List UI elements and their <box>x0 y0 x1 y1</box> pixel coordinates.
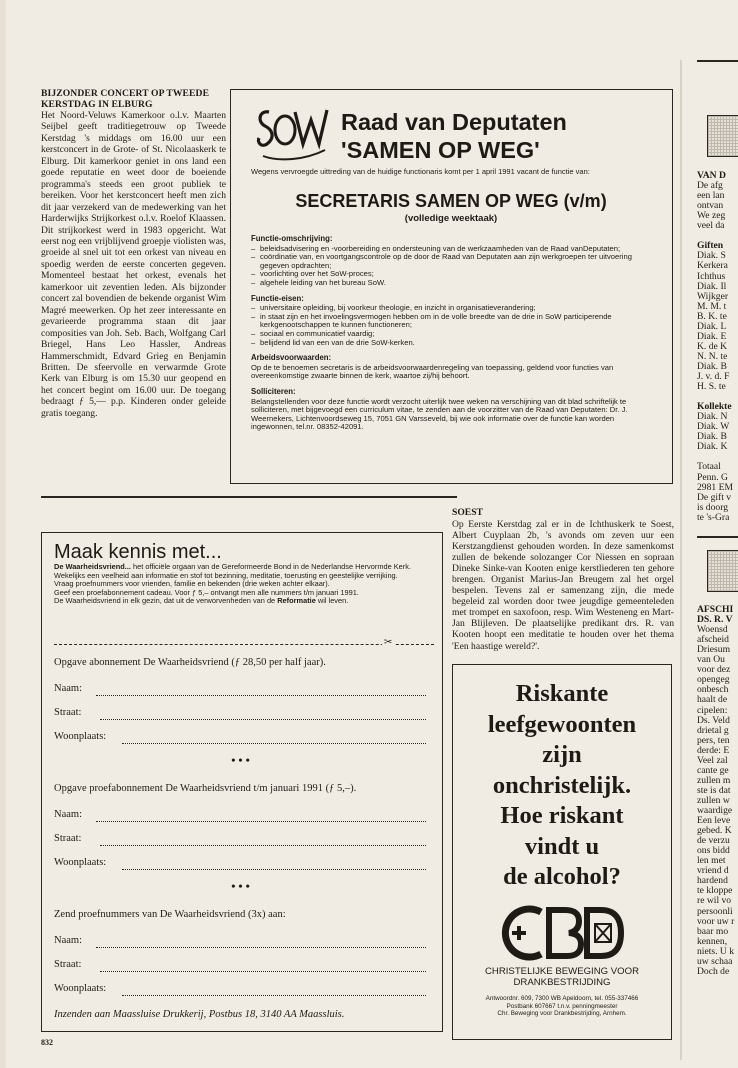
column-line: voor uw r <box>697 915 735 927</box>
column-line: te 's-Gra <box>697 511 730 523</box>
column-line: derde: E <box>697 744 730 756</box>
column-line: zullen w <box>697 794 730 806</box>
coupon-line: De Waarheidsvriend in elk gezin, dat uit de verworvenheden van de <box>54 596 278 606</box>
column-line: van Ou <box>697 654 725 666</box>
adjacent-page-column <box>697 0 738 1068</box>
form1-woonplaats-field[interactable] <box>122 743 426 744</box>
column-line: Kerkera <box>697 260 728 272</box>
voorwaarden-text: Op de te benoemen secretaris is de arbeidsvoorwaardenregeling van toepassing, geldend voor functies van overeenkomstige zwaarte binnen de kerk, waartoe zij/hij behoort. <box>251 362 614 381</box>
cbd-ad <box>452 664 672 1040</box>
form2-straat-field[interactable] <box>100 845 426 846</box>
list-item: – beleidsadvisering en -voorbereiding en ondersteuning van de werkzaamheden van de Raad vanDeputaten; <box>251 245 656 254</box>
column-line: Diak. L <box>697 320 727 332</box>
eisen-heading: Functie-eisen: <box>251 293 304 303</box>
column-line: Kollekte <box>697 401 732 413</box>
raad-intro: Wegens vervroegde uittreding van de huidige functionaris komt per 1 april 1991 vacant de functie van: <box>251 167 590 176</box>
column-line: 2981 EM <box>697 481 733 493</box>
column-line: opengeg <box>697 674 730 686</box>
photo-placeholder <box>707 550 738 592</box>
column-line: Penn. G <box>697 471 728 483</box>
column-line: haalt de <box>697 694 728 706</box>
column-line: Driesum <box>697 644 731 656</box>
column-line: cante ge <box>697 764 729 776</box>
column-line: DS. R. V <box>697 614 733 626</box>
column-line: De gift v <box>697 491 732 503</box>
column-line: waardige <box>697 805 733 816</box>
column-line: Diak. K <box>697 441 728 453</box>
column-line: Een leve <box>697 815 731 827</box>
address-line: Chr. Beweging voor Drankbestrijding, Arnhem. <box>497 1010 627 1018</box>
column-line: zullen m <box>697 774 731 786</box>
article-body: Het Noord-Veluws Kamerkoor o.l.v. Maarten Seijbel geeft traditiegetrouw op Tweede Kerstdag 's middags om 16.00 uur een kerstconcert in de Grote- of St. Nicolaaskerk te Elburg. Dit kamerkoor geniet in ons land een goede reputatie en weet door de boeiende programma's steeds een groot publiek te bereiken. Voor het kerstconcert heeft men zich dit jaar verzekerd van de medewerking van het Harderwijks Strijkorkest o.l.v. Roelof Klaassen. Dit strijkorkest werd in 1983 opgericht. Wat eerst nog een vrijblijvend groepje violisten was, groeide al snel uit tot een orkest van niveau en spoedig werden de eerste concerten gegeven. Momenteel bestaat het orkest, evenals het kamerkoor uit zeventien leden. Als bijzonder concert zal bovendien de bekende organist Wim Magré meewerken. Op het zeer interessante en gevarieerde programma staan dit jaar composities van Joh. Seb. Bach, Wolfgang Carl Briegel, Hans Leo Hassler, Andreas Hammerschmidt, Edvard Grieg en Benjamin Britten. De sfeervolle en verwarmde Grote Kerk van Elburg is om 15.30 uur geopend en het concert begint om 16.00 uur. De toegang bedraagt ƒ 5,— p.p. Kinderen onder geleide gratis toegang. <box>41 110 226 419</box>
column-line: VAN D <box>697 170 726 181</box>
form1-naam-field[interactable] <box>96 695 426 696</box>
column-line: B. K. te <box>697 310 727 322</box>
column-line: Ichthus <box>697 270 726 282</box>
form1-woonplaats-label: Woonplaats: <box>54 731 107 742</box>
list-item: – coördinatie van, en voortgangscontrole op de door de Raad van Deputaten aan zijn werkgroepen ter uitvoering gegeven opdrachten; <box>251 253 656 270</box>
column-line: M. M. t <box>697 300 727 312</box>
column-line: Woensd <box>697 624 728 636</box>
column-line: Totaal <box>697 461 721 473</box>
column-line: kennen, <box>697 935 728 947</box>
column-line: Ds. Veld <box>697 714 730 726</box>
column-line: Wijkger <box>697 290 729 302</box>
cbd-logo-icon <box>497 904 627 962</box>
omschrijving-list <box>251 245 656 288</box>
column-line: een lan <box>697 190 725 202</box>
form3-straat-label: Straat: <box>54 959 82 970</box>
form3-woonplaats-field[interactable] <box>122 995 426 996</box>
solliciteren-text: Belangstellenden voor deze functie wordt verzocht uiterlijk twee weken na verschijning van dit blad schriftelijk te solliciteren, met bijgevoegd een curriculum vitae, te zenden aan de voorzitter van de Raad van Deputaten: Dr. J. Weernekers, Lichtenvoordseweg 15, 7051 GN Varsseveld, bij wie ook informatie over de functie kan worden ingewonnen, tel.nr. 08352-42091. <box>251 396 628 432</box>
column-line: baar mo <box>697 925 729 937</box>
form2-woonplaats-field[interactable] <box>122 869 426 870</box>
column-line: voor dez <box>697 664 731 676</box>
waarheidsvriend-coupon <box>41 532 443 1032</box>
list-item: – universitaire opleiding, bij voorkeur theologie, en inzicht in organisatieverandering; <box>251 304 656 313</box>
form1-straat-label: Straat: <box>54 707 82 718</box>
solliciteren-heading: Solliciteren: <box>251 386 296 396</box>
omschrijving-heading: Functie-omschrijving: <box>251 234 333 243</box>
scissors-icon: ✂ <box>384 637 393 648</box>
coupon-title: Maak kennis met... <box>54 541 222 563</box>
column-rule <box>697 536 738 538</box>
column-line: De afg <box>697 180 723 192</box>
org-line: DRANKBESTRIJDING <box>513 976 611 988</box>
column-line: Veel zal <box>697 754 728 766</box>
address-line: Postbank 607667 t.n.v. penningmeester <box>506 1002 618 1010</box>
cut-line <box>54 644 434 645</box>
column-line: cipelen: <box>697 704 728 716</box>
coupon-brand: De Waarheidsvriend... <box>54 562 131 571</box>
form3-heading: Zend proefnummers van De Waarheidsvriend (3x) aan: <box>54 909 286 920</box>
form2-heading: Opgave proefabonnement De Waarheidsvriend t/m januari 1991 (ƒ 5,–). <box>54 783 357 794</box>
coupon-line: Vraag proefnummers voor vrienden, familie en bekenden (drie weken achter elkaar). <box>54 579 330 589</box>
column-line: K. de K <box>697 340 728 352</box>
headline-line: onchristelijk. <box>492 771 632 799</box>
column-line: te kloppe <box>697 885 733 897</box>
column-line: persoonli <box>697 905 733 917</box>
eisen-list <box>251 304 656 347</box>
column-line: is doorg <box>697 501 729 513</box>
address-line: Antwoordnr. 609, 7300 WB Apeldoorn, tel. 055-337466 <box>485 995 639 1002</box>
coupon-intro <box>54 563 436 606</box>
form1-heading: Opgave abonnement De Waarheidsvriend (ƒ 28,50 per half jaar). <box>54 657 326 668</box>
headline-line: vindt u <box>524 832 600 860</box>
form1-naam-label: Naam: <box>54 683 82 694</box>
cbd-address <box>453 995 671 1018</box>
form1-straat-field[interactable] <box>100 719 426 720</box>
column-line: re wil vo <box>697 895 732 907</box>
column-line: Diak. B <box>697 431 727 443</box>
column-rule <box>697 60 738 62</box>
column-line: pers, ten <box>697 734 730 746</box>
column-line: onbesch <box>697 684 729 696</box>
coupon-line: Geef een proefabonnement cadeau. Voor ƒ 5,– ontvangt men alle nummers t/m januari 1991. <box>54 587 359 597</box>
column-line: hardend <box>697 875 728 887</box>
form3-woonplaats-label: Woonplaats: <box>54 983 107 994</box>
column-line: ons bidd <box>697 845 730 857</box>
article-body: Op Eerste Kerstdag zal er in de Ichthuskerk te Soest, Albert Cuyplaan 2b, 's avonds om zeven uur een Kerstzangdienst gehouden worden. In deze samenkomst zullen de bekende solozanger Cor Niessen en sopraan Dineke Sinke-van Kooten enige kerstliederen ten gehore brengen. Organist Marius-Jan Breugem zal het orgel bespelen. Tevens zal er samenzang zijn, die mede begeleid zal worden door twee jeugdige gemeenteleden met trompet en saxofoon, resp. Wim Westeneng en Mart-Jan Blijleven. De plaatselijke predikant drs. R. van Kooten hoopt een meditatie te houden over het thema 'Een haastige wereld?'. <box>452 518 674 652</box>
article-title: SOEST <box>452 507 483 518</box>
raad-body <box>251 235 656 432</box>
column-line: ste is dat <box>697 784 731 796</box>
column-line: J. v. d. F <box>697 371 730 382</box>
raad-subtitle: 'SAMEN OP WEG' <box>341 137 540 163</box>
column-line: niets. U k <box>697 945 735 957</box>
column-line: We zeg <box>697 210 726 222</box>
column-line: len met <box>697 855 726 867</box>
article-title: BIJZONDER CONCERT OP TWEEDE KERSTDAG IN ELBURG <box>41 88 210 110</box>
list-item: – in staat zijn en het invoelingsvermogen hebben om in de volle breedte van de drie in SoW participerende kerkgenootschappen te kunnen functioneren; <box>251 313 656 330</box>
separator: ••• <box>231 753 253 767</box>
ad-headline <box>453 679 671 893</box>
column-line: Diak. Il <box>697 280 727 292</box>
coupon-line: het officiële orgaan van de Gereformeerde Bond in de Nederlandse Hervormde Kerk. <box>130 562 411 571</box>
form3-straat-field[interactable] <box>100 971 426 972</box>
raad-van-deputaten-ad <box>230 89 673 484</box>
column-line: gebed. K <box>697 825 732 837</box>
column-line: Diak. W <box>697 421 730 433</box>
cbd-org-name <box>453 967 671 988</box>
column-line: drietal g <box>697 724 729 736</box>
column-line: Diak. B <box>697 360 727 372</box>
coupon-line: wil leven. <box>315 596 349 606</box>
sow-logo-icon <box>255 100 331 162</box>
page-number: 832 <box>41 1038 53 1047</box>
photo-placeholder <box>707 115 738 157</box>
job-subtitle: (volledige weektaak) <box>404 213 498 224</box>
form2-woonplaats-label: Woonplaats: <box>54 857 107 868</box>
sheet-edge <box>0 0 6 1068</box>
page-gutter <box>680 60 682 1060</box>
column-line: Giften <box>697 240 724 252</box>
headline-line: leefgewoonten <box>487 710 637 738</box>
voorwaarden-heading: Arbeidsvoorwaarden: <box>251 353 332 363</box>
column-line: Diak. N <box>697 411 728 423</box>
column-line: de verzu <box>697 835 730 847</box>
raad-title: Raad van Deputaten <box>341 109 567 135</box>
form2-naam-label: Naam: <box>54 809 82 820</box>
column-line: Doch de <box>697 965 730 977</box>
column-line: afscheid <box>697 634 729 646</box>
list-item: – algehele leiding van het bureau SoW. <box>251 279 656 288</box>
headline-line: de alcohol? <box>503 863 621 890</box>
column-line: AFSCHI <box>697 604 734 615</box>
column-line: uw schaa <box>697 955 733 967</box>
soest-article <box>452 508 674 652</box>
list-item: – belijdend lid van een van de drie SoW-kerken. <box>251 339 656 348</box>
form3-naam-field[interactable] <box>96 947 426 948</box>
column-line: H. S. te <box>697 381 726 393</box>
column-line: N. N. te <box>697 350 728 362</box>
column-line: Diak. E <box>697 330 727 342</box>
headline-line: Riskante <box>515 680 609 707</box>
column-line: ontvan <box>697 200 724 212</box>
form3-naam-label: Naam: <box>54 935 82 946</box>
column-line: vriend d <box>697 865 729 877</box>
form2-naam-field[interactable] <box>96 821 426 822</box>
job-title: SECRETARIS SAMEN OP WEG (v/m) <box>295 191 607 211</box>
list-item: – sociaal en communicatief vaardig; <box>251 330 656 339</box>
coupon-footer: Inzenden aan Maassluise Drukkerij, Postbus 18, 3140 AA Maassluis. <box>54 1009 345 1020</box>
coupon-line: Wekelijks een veelheid aan informatie en stof tot bezinning, meditatie, toerusting en geestelijke verrijking. <box>54 570 398 580</box>
org-line: CHRISTELIJKE BEWEGING VOOR <box>484 966 640 977</box>
headline-line: Hoe riskant <box>500 802 624 829</box>
elburg-concert-article <box>41 89 226 419</box>
headline-line: zijn <box>542 741 582 768</box>
section-divider <box>41 496 457 498</box>
separator: ••• <box>231 879 253 893</box>
form2-straat-label: Straat: <box>54 833 82 844</box>
list-item: – voorlichting over het SoW-proces; <box>251 270 656 279</box>
coupon-bold-word: Reformatie <box>277 596 316 606</box>
column-line: veel da <box>697 220 725 232</box>
column-line: Diak. S <box>697 250 726 262</box>
